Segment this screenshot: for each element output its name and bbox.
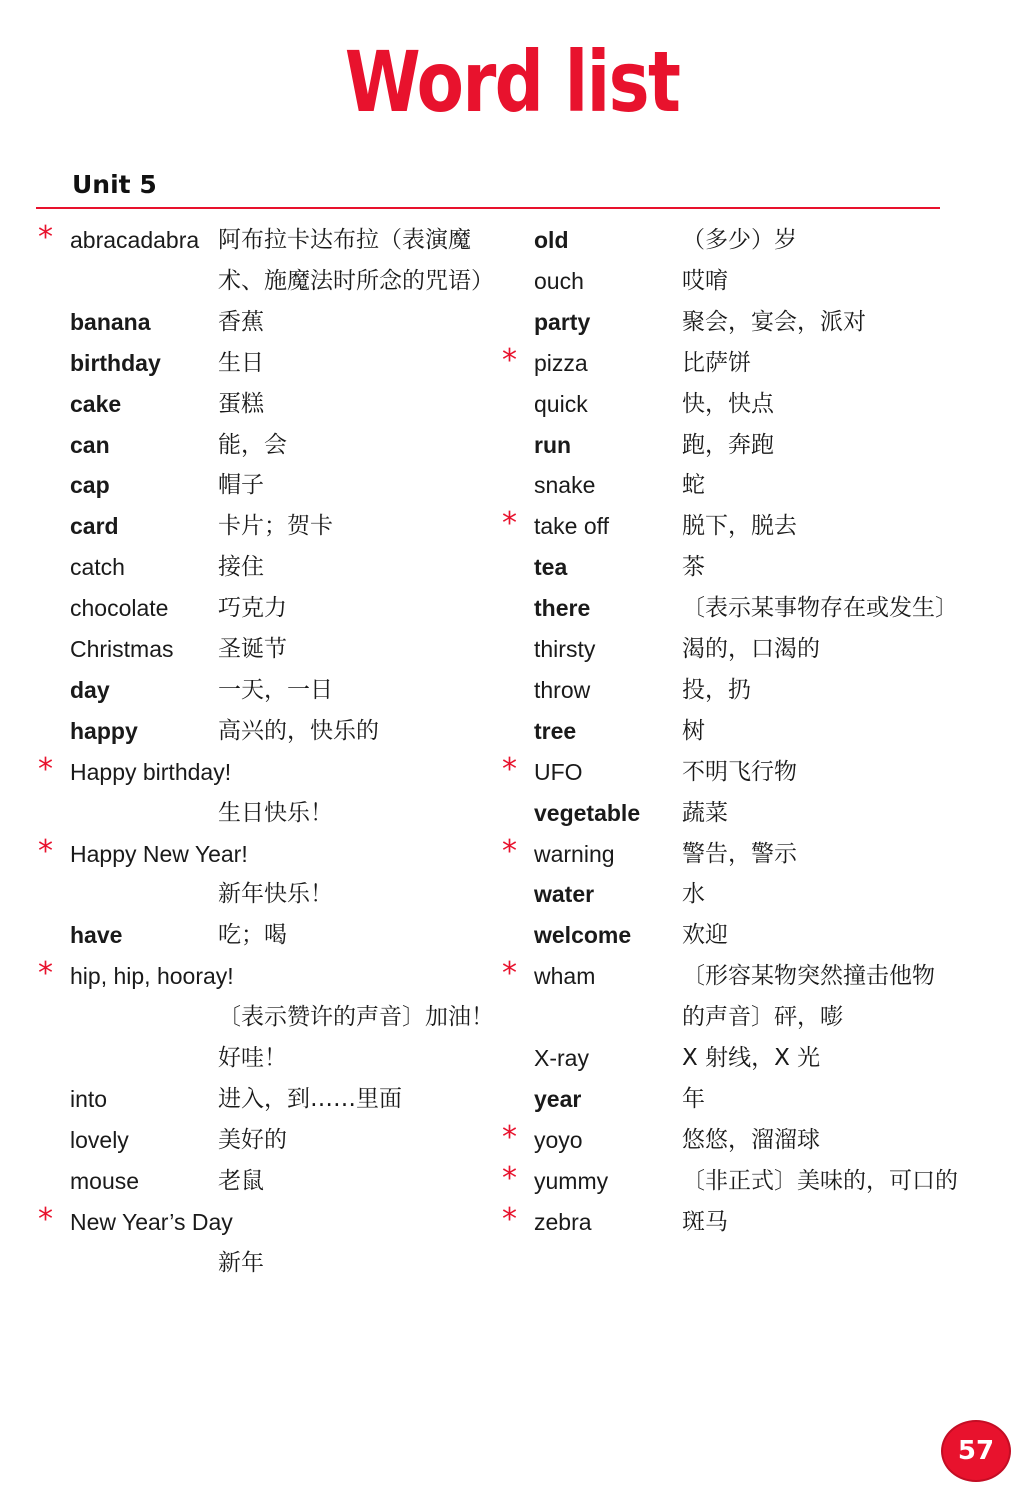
english-word: warning <box>534 840 615 867</box>
chinese-definition: 年 <box>682 1085 705 1112</box>
star-icon: * <box>502 1119 517 1155</box>
chinese-definition: 茶 <box>682 554 705 581</box>
english-word: can <box>70 431 110 458</box>
english-word: lovely <box>70 1126 129 1153</box>
heading-divider <box>36 207 940 209</box>
english-word: UFO <box>534 758 583 785</box>
page-number: 57 <box>957 1436 995 1466</box>
chinese-definition: 美好的 <box>218 1126 287 1153</box>
english-word: mouse <box>70 1167 140 1194</box>
star-icon: * <box>502 1160 517 1196</box>
chinese-definition: 进入，到……里面 <box>218 1085 402 1112</box>
english-word: happy <box>70 717 138 744</box>
chinese-definition: 聚会，宴会，派对 <box>682 308 866 335</box>
english-word: ouch <box>534 267 584 294</box>
chinese-definition: 巧克力 <box>218 595 287 622</box>
chinese-definition: 一天，一日 <box>218 676 333 703</box>
english-word: old <box>534 227 569 253</box>
chinese-definition: 快，快点 <box>682 390 774 417</box>
english-word: take off <box>534 513 610 540</box>
chinese-definition: 帽子 <box>218 472 264 499</box>
chinese-definition: 蔬菜 <box>682 799 728 826</box>
english-word: banana <box>70 308 151 335</box>
english-word: yummy <box>534 1167 609 1194</box>
chinese-definition: 老鼠 <box>218 1167 264 1194</box>
english-word: Happy birthday! <box>70 758 232 785</box>
chinese-definition: 能，会 <box>218 431 287 458</box>
chinese-definition: 生日快乐！ <box>218 799 333 826</box>
english-word: zebra <box>534 1208 592 1235</box>
english-word: day <box>70 676 110 703</box>
chinese-definition: 的声音〕砰，嘭 <box>682 1004 843 1031</box>
english-word: New Year’s Day <box>70 1208 233 1235</box>
english-word: snake <box>534 472 596 499</box>
chinese-definition: 卡片；贺卡 <box>218 513 333 540</box>
chinese-definition: 香蕉 <box>218 308 264 335</box>
english-word: thirsty <box>534 636 596 662</box>
star-icon: * <box>502 833 517 869</box>
english-word: there <box>534 595 591 622</box>
english-word: Happy New Year! <box>70 840 248 867</box>
english-word: chocolate <box>70 595 169 622</box>
chinese-definition: 欢迎 <box>682 922 728 949</box>
chinese-definition: 〔表示某事物存在或发生〕 <box>682 595 958 622</box>
chinese-definition: 哎唷 <box>682 267 728 294</box>
chinese-definition: 脱下，脱去 <box>682 513 797 540</box>
chinese-definition: 好哇！ <box>218 1045 287 1071</box>
chinese-definition: 生日 <box>218 349 264 376</box>
english-word: year <box>534 1085 582 1112</box>
chinese-definition: 吃；喝 <box>218 922 287 949</box>
page-title: Word list <box>344 33 680 131</box>
chinese-definition: 〔形容某物突然撞击他物 <box>682 963 935 990</box>
chinese-definition: 警告，警示 <box>682 840 797 867</box>
english-word: run <box>534 431 572 458</box>
english-word: welcome <box>534 922 632 949</box>
english-word: yoyo <box>534 1126 583 1153</box>
chinese-definition: 树 <box>682 717 705 744</box>
chinese-definition: 投，扔 <box>682 676 751 703</box>
chinese-definition: （多少）岁 <box>682 227 797 253</box>
chinese-definition: 渴的，口渴的 <box>682 636 820 662</box>
chinese-definition: 接住 <box>218 554 264 581</box>
chinese-definition: 〔表示赞许的声音〕加油！ <box>218 1004 494 1031</box>
english-word: hip, hip, hooray! <box>70 963 234 990</box>
chinese-definition: 蛋糕 <box>218 390 264 417</box>
chinese-definition: 不明飞行物 <box>682 758 797 785</box>
english-word: quick <box>534 390 588 417</box>
star-icon: * <box>38 751 53 787</box>
star-icon: * <box>502 506 517 542</box>
english-word: water <box>534 881 595 908</box>
page-number-badge <box>941 1420 1011 1482</box>
english-word: Christmas <box>70 636 174 662</box>
chinese-definition: 斑马 <box>682 1208 728 1235</box>
chinese-definition: 新年 <box>218 1249 264 1276</box>
star-icon: * <box>38 833 53 869</box>
star-icon: * <box>38 220 53 255</box>
english-word: have <box>70 922 123 949</box>
chinese-definition: 悠悠，溜溜球 <box>682 1126 820 1153</box>
star-icon: * <box>38 1201 53 1237</box>
chinese-definition: 阿布拉卡达布拉（表演魔 <box>218 227 471 253</box>
english-word: wham <box>534 963 596 990</box>
chinese-definition: 新年快乐！ <box>218 881 333 908</box>
chinese-definition: 圣诞节 <box>218 636 287 662</box>
chinese-definition: 比萨饼 <box>682 349 751 376</box>
chinese-definition: 高兴的，快乐的 <box>218 717 379 744</box>
english-word: pizza <box>534 349 588 376</box>
english-word: tea <box>534 554 568 581</box>
english-word: into <box>70 1085 108 1112</box>
star-icon: * <box>502 751 517 787</box>
star-icon: * <box>502 342 517 378</box>
chinese-definition: 术、施魔法时所念的咒语） <box>218 267 494 294</box>
english-word: X-ray <box>534 1045 589 1071</box>
english-word: tree <box>534 717 577 744</box>
english-word: birthday <box>70 349 161 376</box>
english-word: cap <box>70 472 110 499</box>
chinese-definition: 〔非正式〕美味的，可口的 <box>682 1167 958 1194</box>
chinese-definition: 蛇 <box>682 472 705 499</box>
star-icon: * <box>38 956 53 992</box>
chinese-definition: 水 <box>682 881 705 908</box>
english-word: catch <box>70 554 125 581</box>
english-word: card <box>70 513 119 540</box>
english-word: party <box>534 308 591 335</box>
star-icon: * <box>502 1201 517 1237</box>
unit-heading: Unit 5 <box>72 170 157 199</box>
star-icon: * <box>502 956 517 992</box>
english-word: vegetable <box>534 799 641 826</box>
english-word: cake <box>70 390 122 417</box>
english-word: abracadabra <box>70 227 200 253</box>
chinese-definition: 跑，奔跑 <box>682 431 774 458</box>
chinese-definition: X 射线，X 光 <box>682 1045 821 1071</box>
english-word: throw <box>534 676 591 703</box>
